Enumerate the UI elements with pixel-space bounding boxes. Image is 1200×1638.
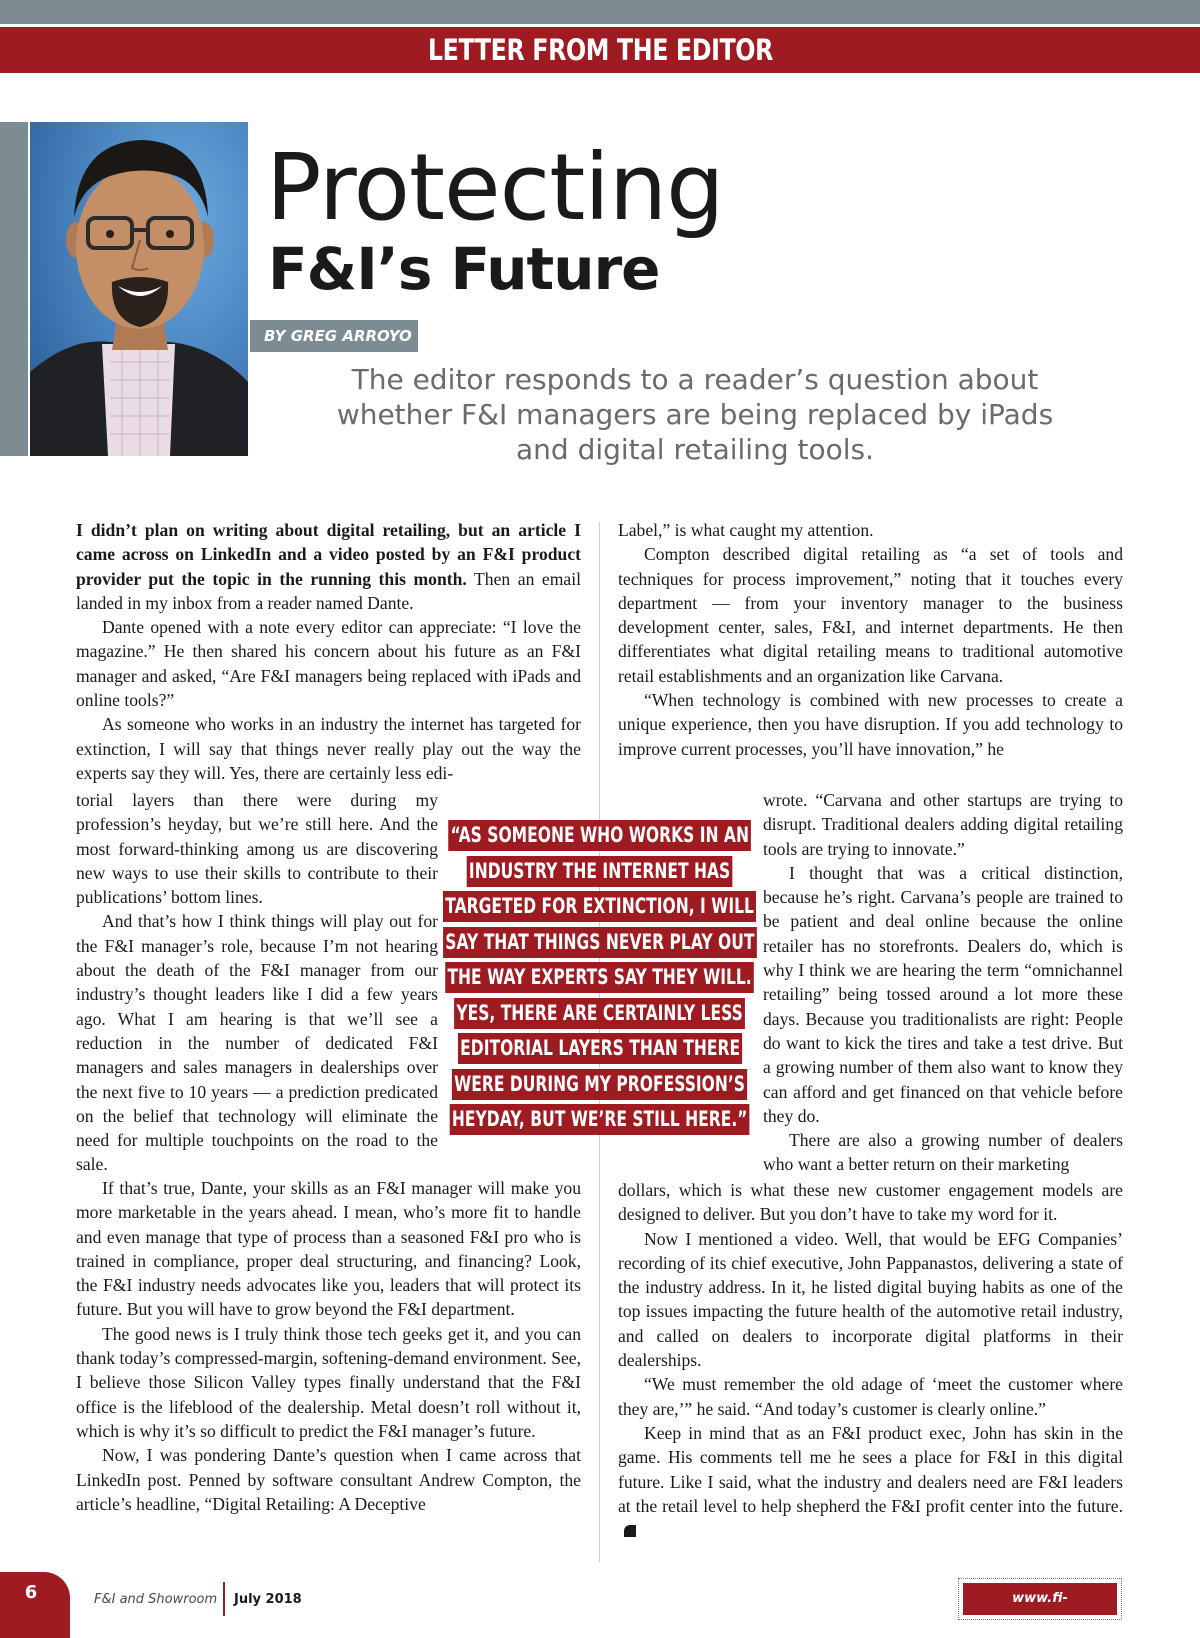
article-subtitle: F&I’s Future (268, 235, 660, 303)
body-paragraph-5: If that’s true, Dante, your skills as an F&I manager will make you more marketable in the years ahead. I mean, who’s more fit to handle and even manage that type of process than a seasoned F&I pro who is trained in compliance, proper deal structuring, and financing? Look, the F&I industry needs advocates like you, leaders that will protect its future. But you will have to grow beyond the F&I department. (76, 1178, 581, 1320)
pull-quote (445, 818, 755, 1138)
section-banner-label: LETTER FROM THE EDITOR (427, 33, 773, 67)
body-paragraph-1 (76, 518, 581, 615)
body-paragraph-10-continued: wrote. “Carvana and other startups are trying to disrupt. Traditional dealers adding digital retailing tools are trying to innovate.” (763, 790, 1123, 859)
right-column-top (618, 518, 1123, 761)
issue-date: July 2018 (234, 1592, 302, 1607)
body-paragraph-14: “We must remember the old adage of ‘meet the customer where they are,’” he said. “And today’s customer is clearly online.” (618, 1374, 1123, 1419)
body-paragraph-4: And that’s how I think things will play out for the F&I manager’s role, because I’m not hearing about the death of the F&I manager from our industry’s thought leaders like I did a few years ago. What I am hearing is that we’ll see a reduction in the number of dedicated F&I managers and sales managers in dealerships over the next five to 10 years — a prediction predicated on the belief that technology will eliminate the need for multiple touchpoints on the road to the sale. (76, 911, 438, 1175)
byline: BY GREG ARROYO (250, 320, 418, 352)
left-column-bottom (76, 1176, 581, 1516)
body-paragraph-3: As someone who works in an industry the internet has targeted for extinction, I will say that things never really play out the way the experts say they will. Yes, there are certainly less edi- (76, 714, 581, 783)
website-url[interactable]: www.fi-magazine.com (963, 1583, 1117, 1615)
page-number: 6 (24, 1582, 38, 1603)
end-mark-icon (624, 1525, 636, 1537)
article-deck: The editor responds to a reader’s question about whether F&I managers are being replaced by iPads and digital retailing tools. (336, 363, 1054, 466)
body-paragraph-7: Now, I was pondering Dante’s question when I came across that LinkedIn post. Penned by software consultant Andrew Compton, the article’s headline, “Digital Retailing: A Deceptive (76, 1445, 581, 1514)
left-column-top (76, 518, 581, 785)
pull-quote-line: WERE DURING MY PROFESSION’S (452, 1069, 747, 1100)
pull-quote-line: HEYDAY, BUT WE’RE STILL HERE.” (450, 1104, 750, 1135)
article-title: Protecting (266, 134, 724, 241)
right-column-bottom (618, 1178, 1123, 1542)
pull-quote-line: SAY THAT THINGS NEVER PLAY OUT (443, 927, 757, 958)
body-paragraph-12: There are also a growing number of dealers who want a better return on their marketing (763, 1130, 1123, 1175)
body-paragraph-10: “When technology is combined with new processes to create a unique experience, then you have disruption. If you add technology to improve current processes, you’ll have innovation,” he (618, 690, 1123, 759)
website-link[interactable] (958, 1578, 1122, 1638)
section-banner (0, 27, 1200, 73)
lead-in-bold: I didn’t plan on writing about digital retailing, but an article I came across on LinkedIn and a video posted by an F&I product provider put the topic in the running this month. (76, 520, 581, 589)
body-paragraph-6: The good news is I truly think those tech geeks get it, and you can thank today’s compressed-margin, softening-demand environment. See, I believe those Silicon Valley types finally understand that the F&I office is the lifeblood of the dealership. Metal doesn’t roll without it, which is why it’s so difficult to predict the F&I manager’s future. (76, 1323, 581, 1441)
pull-quote-line: INDUSTRY THE INTERNET HAS (467, 856, 733, 887)
body-paragraph-13: Now I mentioned a video. Well, that would be EFG Companies’ recording of its chief executive, John Pappanastos, delivering a state of the industry address. In it, he listed digital buying habits as one of the top issues impacting the future health of the automotive retail industry, and called on dealers to incorporate digital platforms in their dealerships. (618, 1228, 1123, 1371)
body-paragraph-15 (618, 1421, 1123, 1542)
author-portrait-illustration (30, 122, 248, 456)
publication-name: F&I and Showroom (94, 1592, 218, 1607)
photo-side-bar (0, 122, 28, 456)
footer-separator (223, 1582, 225, 1616)
body-paragraph-11: I thought that was a critical distinction, because he’s right. Carvana’s people are trained to be patient and deal online because the online retailer has no storefronts. Dealers do, which is why I think we are hearing the term “omnichannel retailing” being tossed around a lot more these days. Because you traditionalists are right: People do want to kick the tires and take a test drive. But a growing number of them also want to know they can afford and get financed on that vehicle before they do. (763, 862, 1123, 1126)
body-paragraph-12-continued: dollars, which is what these new customer engagement models are designed to deliver. But you don’t have to take my word for it. (618, 1180, 1123, 1225)
pull-quote-line: YES, THERE ARE CERTAINLY LESS (455, 998, 746, 1029)
pull-quote-line: TARGETED FOR EXTINCTION, I WILL (443, 891, 756, 922)
pull-quote-line: THE WAY EXPERTS SAY THEY WILL. (446, 962, 755, 993)
lead-in-rest: Then an email landed in my inbox from a reader named Dante. (76, 568, 582, 613)
body-paragraph-8: Label,” is what caught my attention. (618, 520, 874, 540)
pull-quote-line: EDITORIAL LAYERS THAN THERE (458, 1033, 742, 1064)
closing-text: Keep in mind that as an F&I product exec, John has skin in the game. His comments tell me he sees a place for F&I in this digital future. Like I said, what the industry and dealers need are F&I leaders at the retail level to help shepherd the F&I profit center into the future. (618, 1422, 1123, 1516)
author-photo (30, 122, 248, 456)
left-column-middle (76, 788, 438, 1177)
top-rule (0, 0, 1200, 24)
body-paragraph-3-continued: torial layers than there were during my profession’s heyday, but we’re still here. And the most forward-thinking among us are discovering new ways to use their skills to contribute to their publications’ bottom lines. (76, 790, 438, 908)
body-paragraph-9: Compton described digital retailing as “a set of tools and techniques for process improvement,” noting that it touches every department — from your inventory manager to the business development center, sales, F&I, and internet departments. He then differentiates what digital retailing means to traditional automotive retail establishments and an organization like Carvana. (618, 544, 1123, 686)
right-column-middle (763, 788, 1123, 1177)
pull-quote-line: “AS SOMEONE WHO WORKS IN AN (449, 820, 752, 851)
body-paragraph-2: Dante opened with a note every editor can appreciate: “I love the magazine.” He then shared his concern about his future as an F&I manager and asked, “Are F&I managers being replaced with iPads and online tools?” (76, 617, 581, 711)
